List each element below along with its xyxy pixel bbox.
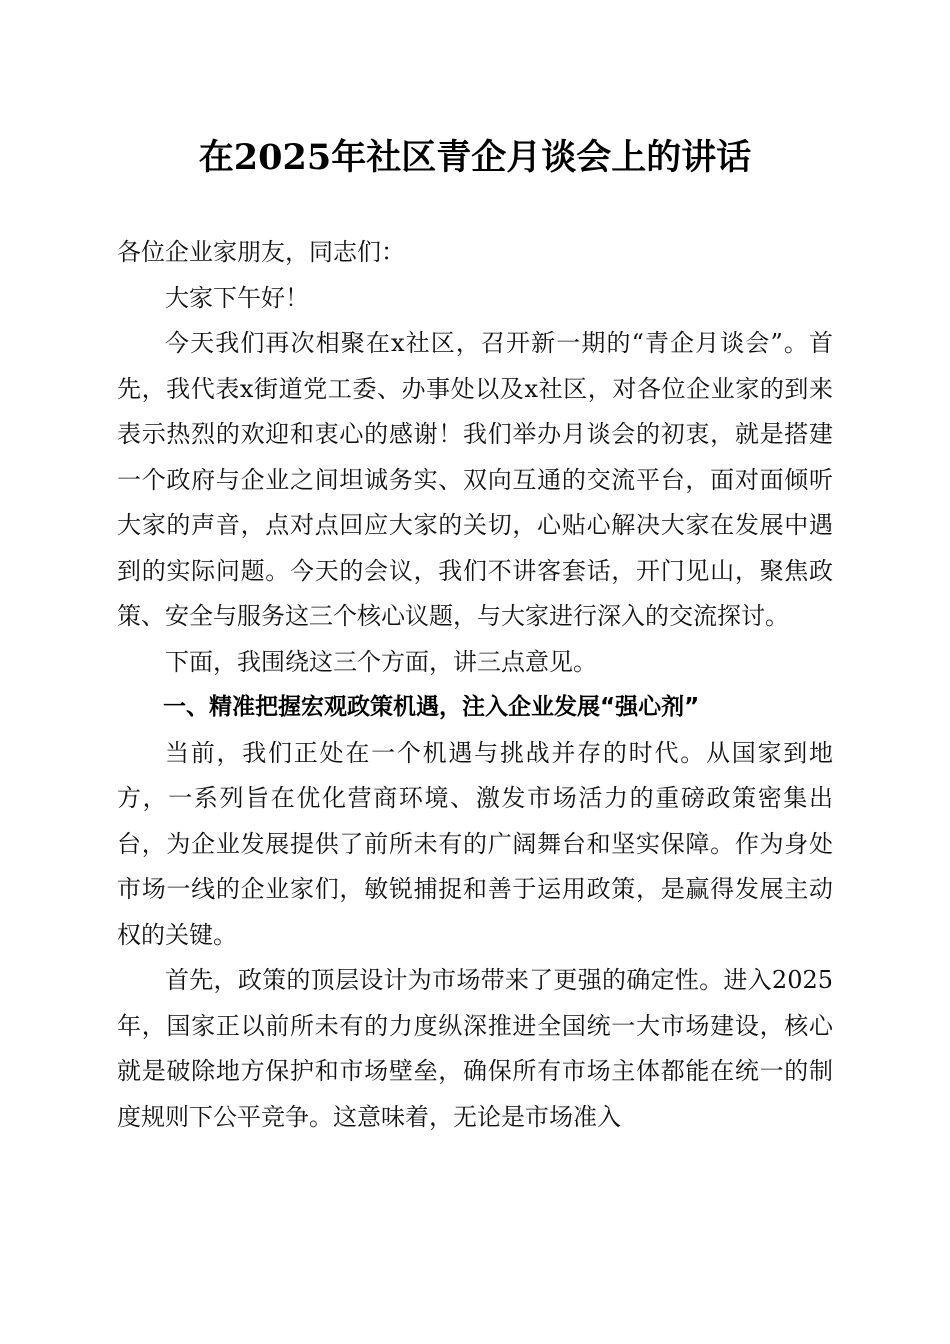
- document-body: [117, 230, 833, 1140]
- paragraph-section1-a: 当前，我们正处在一个机遇与挑战并存的时代。从国家到地方，一系列旨在优化营商环境、激发市场活力的重磅政策密集出台，为企业发展提供了前所未有的广阔舞台和坚实保障。作为身处市场一线的企业家们，敏锐捕捉和善于运用政策，是赢得发展主动权的关键。: [117, 738, 833, 949]
- salutation: 各位企业家朋友，同志们：: [117, 238, 405, 266]
- section-heading-1: 一、精准把握宏观政策机遇，注入企业发展“强心剂”: [163, 694, 700, 720]
- paragraph-intro: 今天我们再次相聚在x社区，召开新一期的“青企月谈会”。首先，我代表x街道党工委、办事处以及x社区，对各位企业家的到来表示热烈的欢迎和衷心的感谢！我们举办月谈会的初衷，就是搭建一个政府与企业之间坦诚务实、双向互通的交流平台，面对面倾听大家的声音，点对点回应大家的关切，心贴心解决大家在发展中遇到的实际问题。今天的会议，我们不讲客套话，开门见山，聚焦政策、安全与服务这三个核心议题，与大家进行深入的交流探讨。: [117, 329, 833, 630]
- document-title: 在2025年社区青企月谈会上的讲话: [198, 137, 752, 178]
- greeting: 大家下午好！: [165, 283, 309, 312]
- paragraph-section1-b: 首先，政策的顶层设计为市场带来了更强的确定性。进入2025年，国家正以前所未有的力度纵深推进全国统一大市场建设，核心就是破除地方保护和市场壁垒，确保所有市场主体都能在统一的制度规则下公平竞争。这意味着，无论是市场准入: [117, 966, 833, 1131]
- paragraph-outline: 下面，我围绕这三个方面，讲三点意见。: [165, 647, 597, 676]
